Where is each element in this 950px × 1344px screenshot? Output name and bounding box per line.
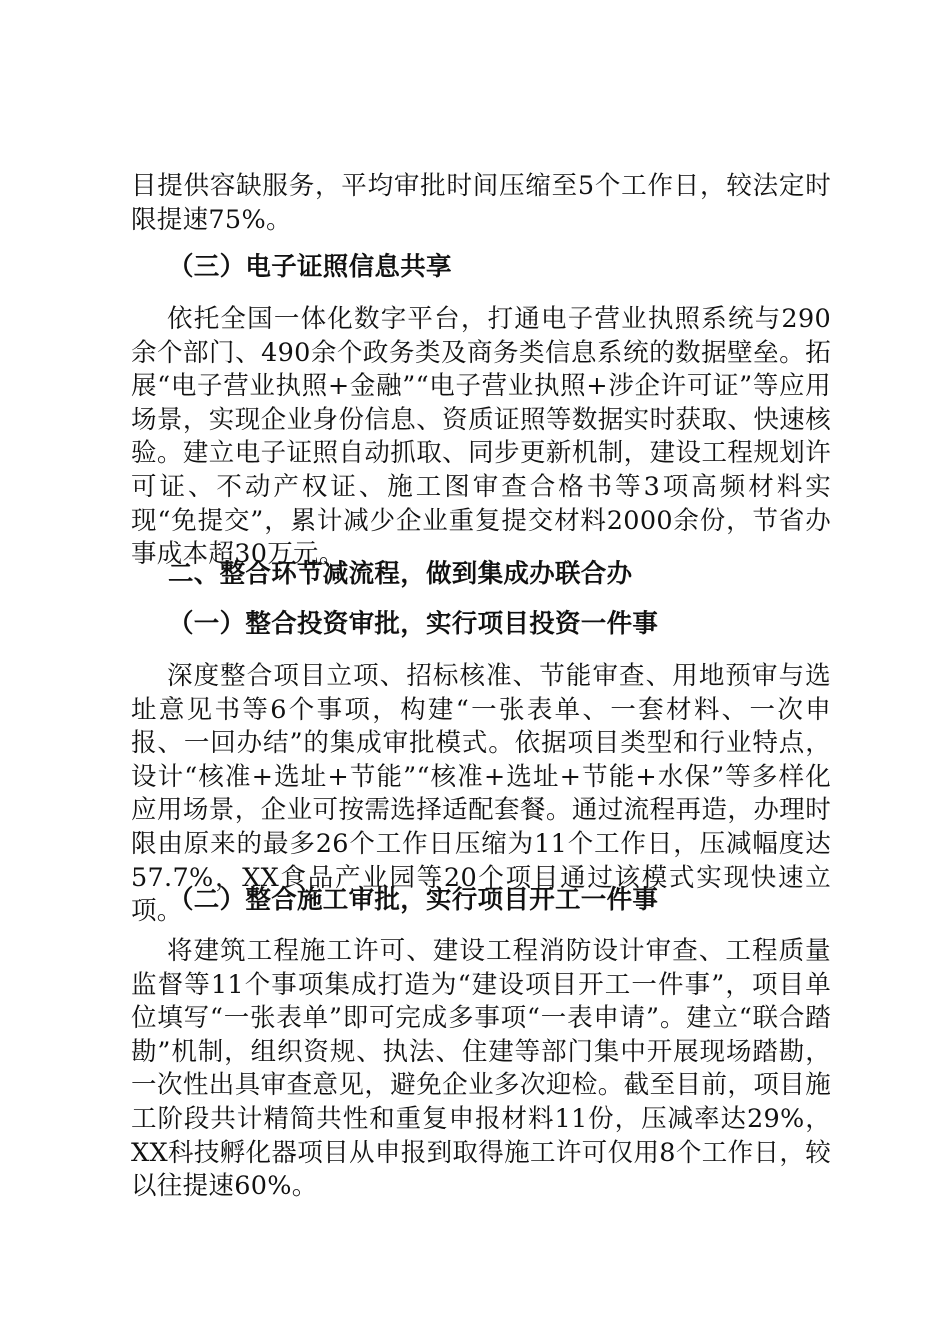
paragraph-continued-text: 目提供容缺服务，平均审批时间压缩至5个工作日，较法定时限提速75%。: [131, 171, 831, 235]
section-heading-electronic-license: （三）电子证照信息共享: [168, 252, 452, 282]
paragraph-construction-approval: 将建筑工程施工许可、建设工程消防设计审查、工程质量监督等11个事项集成打造为“建设项目开工一件事”，项目单位填写“一张表单”即可完成多事项“一表申请”。建立“联合踏勘”机制，组织资规、执法、住建等部门集中开展现场踏勘，一次性出具审查意见，避免企业多次迎检。截至目前，项目施工阶段共计精简共性和重复申报材料11份，压减率达29%，XX科技孵化器项目从申报到取得施工许可仅用8个工作日，较以往提速60%。: [131, 936, 831, 1202]
section-heading-construction-approval: （二）整合施工审批，实行项目开工一件事: [168, 885, 659, 915]
paragraph-electronic-license: 依托全国一体化数字平台，打通电子营业执照系统与290余个部门、490余个政务类及商务类信息系统的数据壁垒。拓展“电子营业执照+金融”“电子营业执照+涉企许可证”等应用场景，实现企业身份信息、资质证照等数据实时获取、快速核验。建立电子证照自动抓取、同步更新机制，建设工程规划许可证、不动产权证、施工图审查合格书等3项高频材料实现“免提交”，累计减少企业重复提交材料2000余份，节省办事成本超30万元。: [131, 304, 831, 570]
chapter-heading-integrate-process: 二、整合环节减流程，做到集成办联合办: [168, 559, 633, 589]
section-heading-investment-approval: （一）整合投资审批，实行项目投资一件事: [168, 609, 659, 639]
paragraph-investment-approval: 深度整合项目立项、招标核准、节能审查、用地预审与选址意见书等6个事项，构建“一张表单、一套材料、一次申报、一回办结”的集成审批模式。依据项目类型和行业特点，设计“核准+选址+节能”“核准+选址+节能+水保”等多样化应用场景，企业可按需选择适配套餐。通过流程再造，办理时限由原来的最多26个工作日压缩为11个工作日，压减幅度达57.7%，XX食品产业园等20个项目通过该模式实现快速立项。: [131, 661, 831, 927]
